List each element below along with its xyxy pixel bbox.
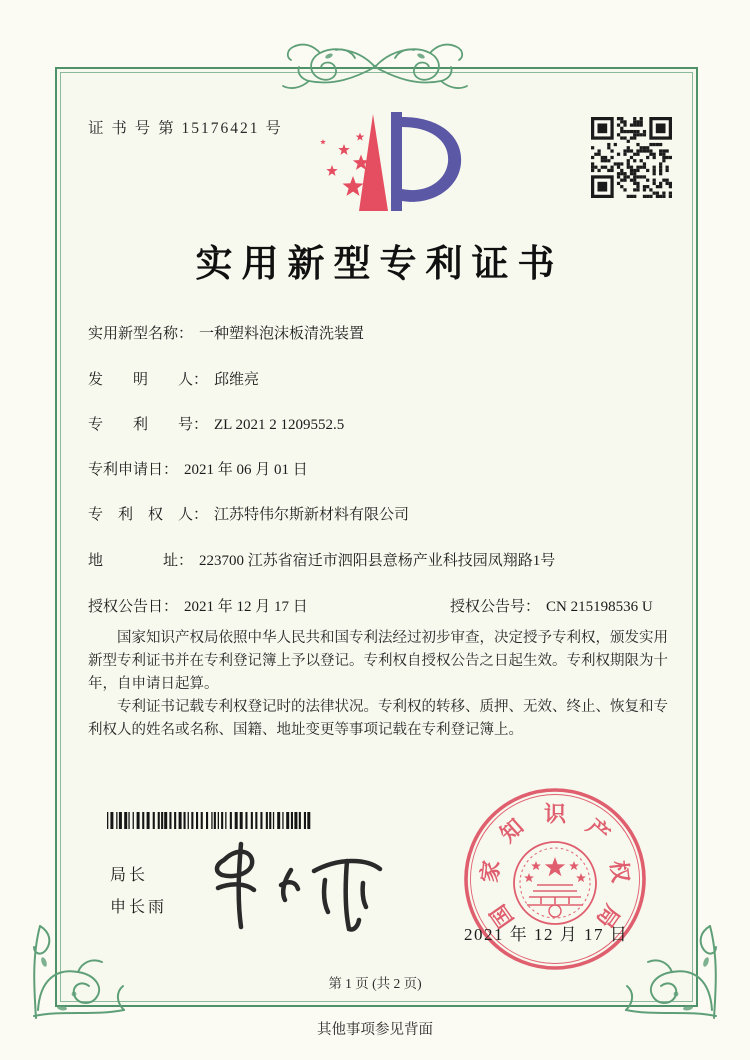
svg-text:家: 家 [476,859,505,884]
director-title: 局长 [110,867,149,884]
national-emblem-icon [514,842,596,924]
field-label: 实用新型名称： [88,326,194,342]
field-value: 2021 年 12 月 17 日 [184,599,308,615]
field-row-utility-model-name [88,322,364,343]
svg-text:知: 知 [495,813,529,848]
page-number: 第 1 页 (共 2 页) [328,976,422,991]
field-value: 2021 年 06 月 01 日 [184,462,308,478]
field-row-filing-date [88,458,308,479]
field-label: 授权公告日： [88,599,179,615]
qr-code [591,117,672,198]
field-label: 授权公告号： [450,599,541,615]
field-pair-grant-number [450,595,653,616]
legal-paragraph-2: 专利证书记载专利权登记时的法律状况。专利权的转移、质押、无效、终止、恢复和专利权人的姓名或名称、国籍、地址变更等事项记载在专利登记簿上。 [88,699,668,738]
field-label: 发 明 人： [88,372,209,388]
handwritten-signature [196,838,401,934]
emblem-stars [524,857,586,882]
field-row-address [88,549,555,570]
bottom-left-flourish [22,918,128,1024]
legal-text-block [88,627,668,742]
field-value: ZL 2021 2 1209552.5 [214,417,345,433]
certificate-title: 实用新型专利证书 [195,244,564,285]
field-label: 专 利 权 人： [88,507,209,523]
svg-text:产: 产 [581,813,615,848]
cnipa-logo [303,110,471,218]
field-row-patent-number [88,413,344,434]
field-value: 一种塑料泡沫板清洗装置 [199,326,365,342]
field-value: 邱维亮 [214,372,260,388]
field-row-inventor [88,368,259,389]
svg-text:国: 国 [485,900,519,933]
certificate-number: 证 书 号 第 15176421 号 [88,120,283,137]
field-value: CN 215198536 U [546,599,653,615]
svg-text:识: 识 [543,801,567,827]
svg-text:权: 权 [605,859,634,884]
field-row-grant [88,595,668,616]
field-label: 专利申请日： [88,462,179,478]
barcode [105,812,312,829]
svg-text:局: 局 [591,900,625,933]
field-value: 江苏特伟尔斯新材料有限公司 [214,507,410,523]
official-seal [457,781,653,977]
director-name: 申长雨 [110,899,168,916]
field-value: 223700 江苏省宿迁市泗阳县意杨产业科技园凤翔路1号 [199,553,556,569]
seal-date: 2021 年 12 月 17 日 [464,925,629,944]
field-label: 专 利 号： [88,417,209,433]
field-row-patentee [88,503,409,524]
legal-paragraph-1: 国家知识产权局依照中华人民共和国专利法经过初步审查，决定授予专利权，颁发实用新型专利证书并在专利登记簿上予以登记。专利权自授权公告之日起生效。专利权期限为十年，自申请日起算。 [88,630,668,692]
back-side-note: 其他事项参见背面 [317,1022,433,1038]
top-flourish-ornament [263,36,487,98]
field-label: 地 址： [88,553,194,569]
